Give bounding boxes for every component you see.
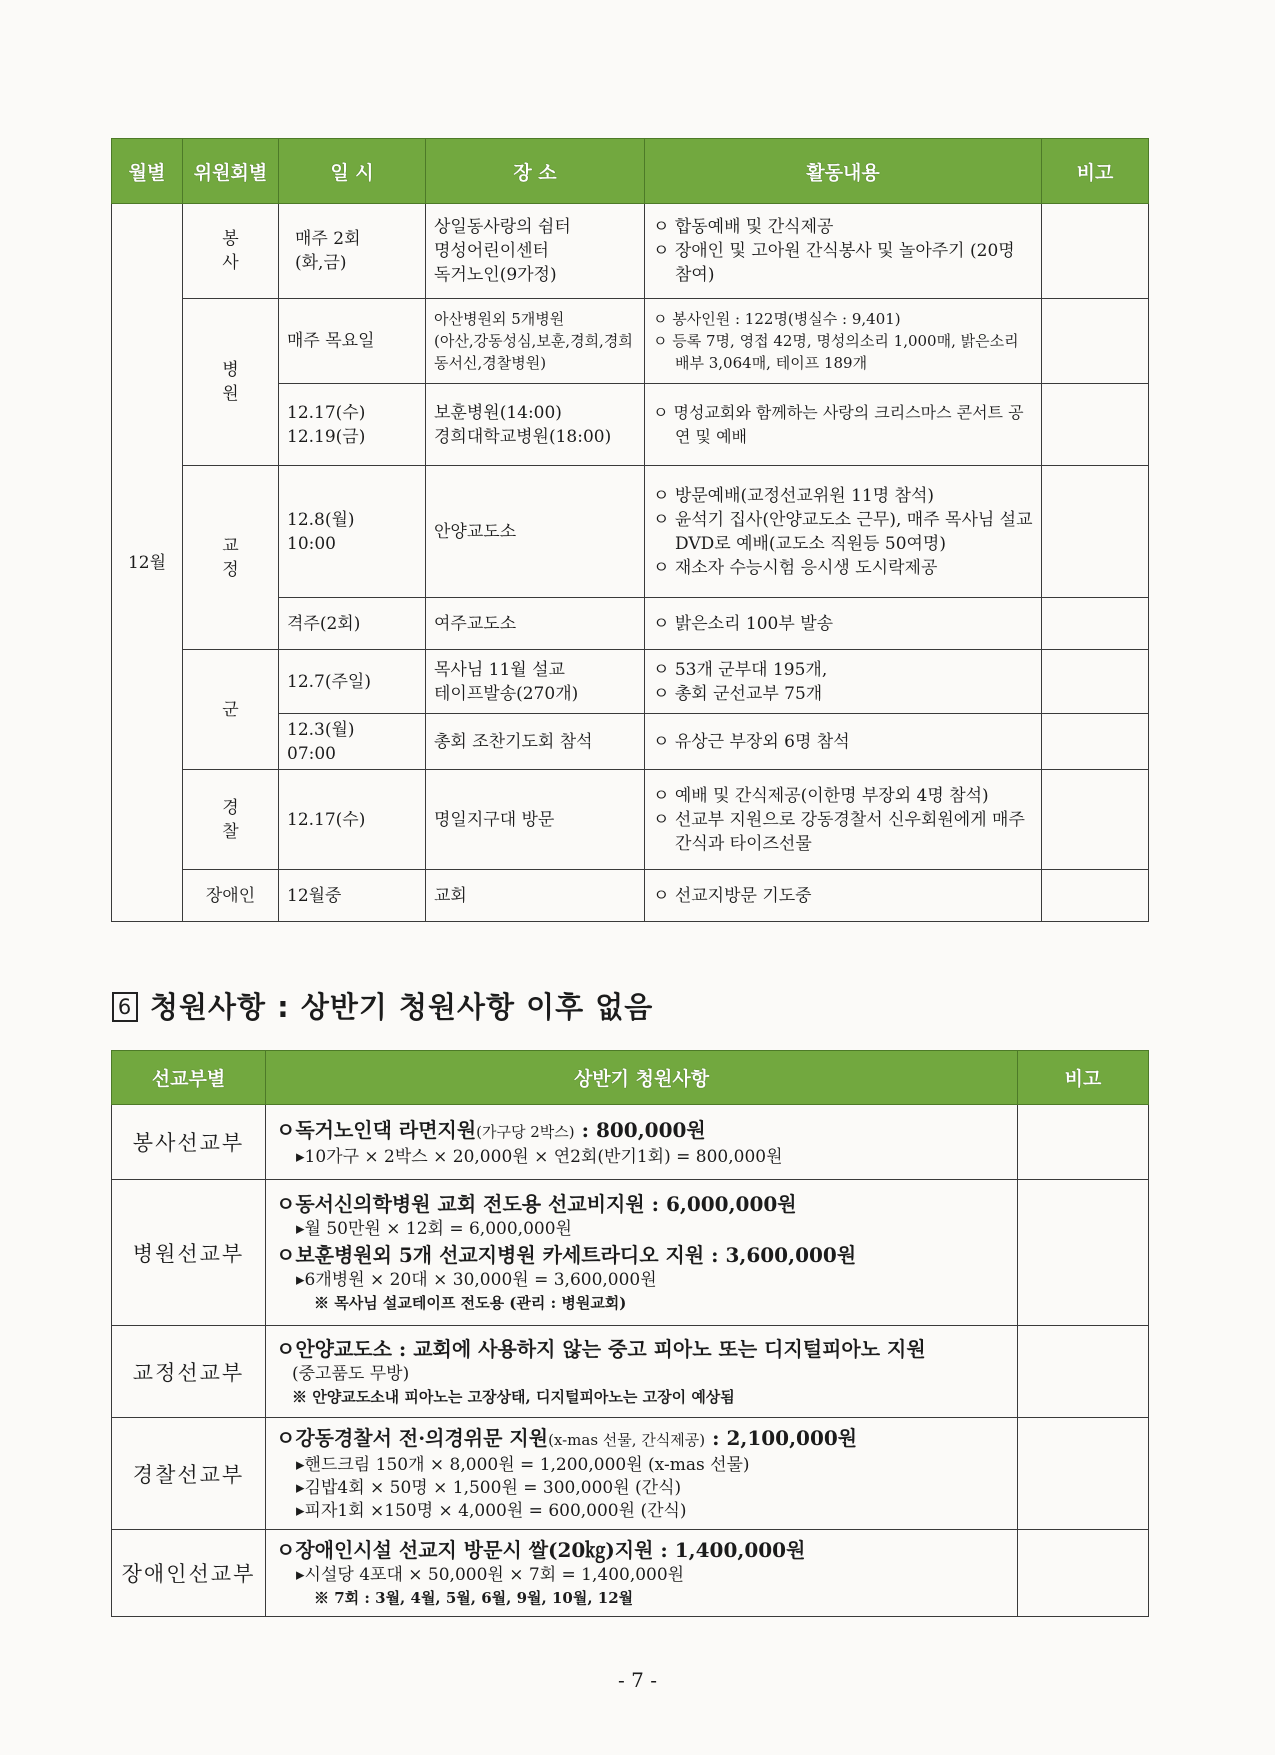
department-cell: 장애인선교부 <box>112 1530 266 1617</box>
note-cell <box>1042 598 1149 650</box>
header-petition: 상반기 청원사항 <box>266 1051 1018 1105</box>
note-cell <box>1018 1530 1149 1617</box>
time-cell: 12월중 <box>279 870 426 922</box>
activity-table <box>111 138 1149 922</box>
section-title: 청원사항 : 상반기 청원사항 이후 없음 <box>150 990 654 1024</box>
section-heading <box>112 985 653 1026</box>
department-cell: 병원선교부 <box>112 1180 266 1326</box>
note-cell <box>1042 299 1149 384</box>
place-cell: 보훈병원(14:00) 경희대학교병원(18:00) <box>426 384 645 466</box>
header-activities: 활동내용 <box>645 139 1042 204</box>
table-row <box>112 1180 1149 1326</box>
petition-cell: ㅇ동서신의학병원 교회 전도용 선교비지원 : 6,000,000원 ▸월 50만원 × 12회 = 6,000,000원 ㅇ보훈병원외 5개 선교지병원 카세트라디오 지원 : 3,600,000원 ▸6개병원 × 20대 × 30,000원 = 3,600,000원 ※ 목사님 설교테이프 전도용 (관리 : 병원교회) <box>266 1180 1018 1326</box>
table-row <box>112 870 1149 922</box>
place-cell: 여주교도소 <box>426 598 645 650</box>
petition-cell: ㅇ강동경찰서 전·의경위문 지원(x-mas 선물, 간식제공) : 2,100,000원 ▸핸드크림 150개 × 8,000원 = 1,200,000원 (x-mas 선물) ▸김밥4회 × 50명 × 1,500원 = 300,000원 (간식) ▸피자1회 ×150명 × 4,000원 = 600,000원 (간식) <box>266 1418 1018 1530</box>
section-number: 6 <box>112 992 138 1022</box>
committee-cell: 경 찰 <box>183 770 279 870</box>
note-cell <box>1042 204 1149 299</box>
header-place: 장 소 <box>426 139 645 204</box>
time-cell: 12.3(월) 07:00 <box>279 714 426 770</box>
time-cell: 매주 목요일 <box>279 299 426 384</box>
petition-cell: ㅇ장애인시설 선교지 방문시 쌀(20㎏)지원 : 1,400,000원 ▸시설당 4포대 × 50,000원 × 7회 = 1,400,000원 ※ 7회 : 3월, 4월, 5월, 6월, 9월, 10월, 12월 <box>266 1530 1018 1617</box>
place-cell: 교회 <box>426 870 645 922</box>
activities-cell: ㅇ 53개 군부대 195개, ㅇ 총회 군선교부 75개 <box>645 650 1042 714</box>
header-datetime: 일 시 <box>279 139 426 204</box>
time-cell: 12.17(수) <box>279 770 426 870</box>
place-cell: 상일동사랑의 쉼터 명성어린이센터 독거노인(9가정) <box>426 204 645 299</box>
table-row <box>112 1418 1149 1530</box>
note-cell <box>1042 384 1149 466</box>
note-cell <box>1018 1418 1149 1530</box>
petition-cell: ㅇ독거노인댁 라면지원(가구당 2박스) : 800,000원 ▸10가구 × 2박스 × 20,000원 × 연2회(반기1회) = 800,000원 <box>266 1105 1018 1180</box>
header-committee: 위원회별 <box>183 139 279 204</box>
table-row <box>112 204 1149 299</box>
header-department: 선교부별 <box>112 1051 266 1105</box>
activities-cell: ㅇ 방문예배(교정선교위원 11명 참석) ㅇ 윤석기 집사(안양교도소 근무), 매주 목사님 설교DVD로 예배(교도소 직원등 50여명) ㅇ 재소자 수능시험 응시생 도시락제공 <box>645 466 1042 598</box>
activities-cell: ㅇ 유상근 부장외 6명 참석 <box>645 714 1042 770</box>
department-cell: 교정선교부 <box>112 1326 266 1418</box>
place-cell: 목사님 11월 설교 테이프발송(270개) <box>426 650 645 714</box>
note-cell <box>1042 466 1149 598</box>
note-cell <box>1042 870 1149 922</box>
activities-cell: ㅇ 명성교회와 함께하는 사랑의 크리스마스 콘서트 공연 및 예배 <box>645 384 1042 466</box>
note-cell <box>1018 1326 1149 1418</box>
activities-cell: ㅇ 밝은소리 100부 발송 <box>645 598 1042 650</box>
table-row <box>112 1326 1149 1418</box>
committee-cell: 군 <box>183 650 279 770</box>
note-cell <box>1042 770 1149 870</box>
header-note: 비고 <box>1042 139 1149 204</box>
petition-table <box>111 1050 1149 1617</box>
header-note: 비고 <box>1018 1051 1149 1105</box>
activities-cell: ㅇ 합동예배 및 간식제공 ㅇ 장애인 및 고아원 간식봉사 및 놀아주기 (20명 참여) <box>645 204 1042 299</box>
place-cell: 총회 조찬기도회 참석 <box>426 714 645 770</box>
activities-cell: ㅇ 선교지방문 기도중 <box>645 870 1042 922</box>
time-cell: 매주 2회 (화,금) <box>279 204 426 299</box>
time-cell: 12.7(주일) <box>279 650 426 714</box>
header-month: 월별 <box>112 139 183 204</box>
table-row <box>112 1530 1149 1617</box>
note-cell <box>1042 714 1149 770</box>
activity-table-header <box>112 139 1149 204</box>
petition-cell: ㅇ안양교도소 : 교회에 사용하지 않는 중고 피아노 또는 디지털피아노 지원 (중고품도 무방) ※ 안양교도소내 피아노는 고장상태, 디지털피아노는 고장이 예상됨 <box>266 1326 1018 1418</box>
department-cell: 봉사선교부 <box>112 1105 266 1180</box>
time-cell: 12.8(월) 10:00 <box>279 466 426 598</box>
committee-cell: 봉 사 <box>183 204 279 299</box>
table-row <box>112 770 1149 870</box>
committee-cell: 교 정 <box>183 466 279 650</box>
committee-cell: 병 원 <box>183 299 279 466</box>
activities-cell: ㅇ 예배 및 간식제공(이한명 부장외 4명 참석) ㅇ 선교부 지원으로 강동경찰서 신우회원에게 매주 간식과 타이즈선물 <box>645 770 1042 870</box>
note-cell <box>1042 650 1149 714</box>
page-number: - 7 - <box>618 1668 657 1692</box>
committee-cell: 장애인 <box>183 870 279 922</box>
note-cell <box>1018 1105 1149 1180</box>
place-cell: 안양교도소 <box>426 466 645 598</box>
petition-table-header <box>112 1051 1149 1105</box>
place-cell: 명일지구대 방문 <box>426 770 645 870</box>
department-cell: 경찰선교부 <box>112 1418 266 1530</box>
place-cell: 아산병원외 5개병원 (아산,강동성심,보훈,경희,경희동서신,경찰병원) <box>426 299 645 384</box>
table-row <box>112 466 1149 598</box>
month-cell: 12월 <box>112 204 183 922</box>
table-row <box>112 1105 1149 1180</box>
table-row <box>112 299 1149 384</box>
table-row <box>112 650 1149 714</box>
time-cell: 12.17(수) 12.19(금) <box>279 384 426 466</box>
time-cell: 격주(2회) <box>279 598 426 650</box>
activities-cell: ㅇ 봉사인원 : 122명(병실수 : 9,401) ㅇ 등록 7명, 영접 42명, 명성의소리 1,000매, 밝은소리 배부 3,064매, 테이프 189개 <box>645 299 1042 384</box>
note-cell <box>1018 1180 1149 1326</box>
